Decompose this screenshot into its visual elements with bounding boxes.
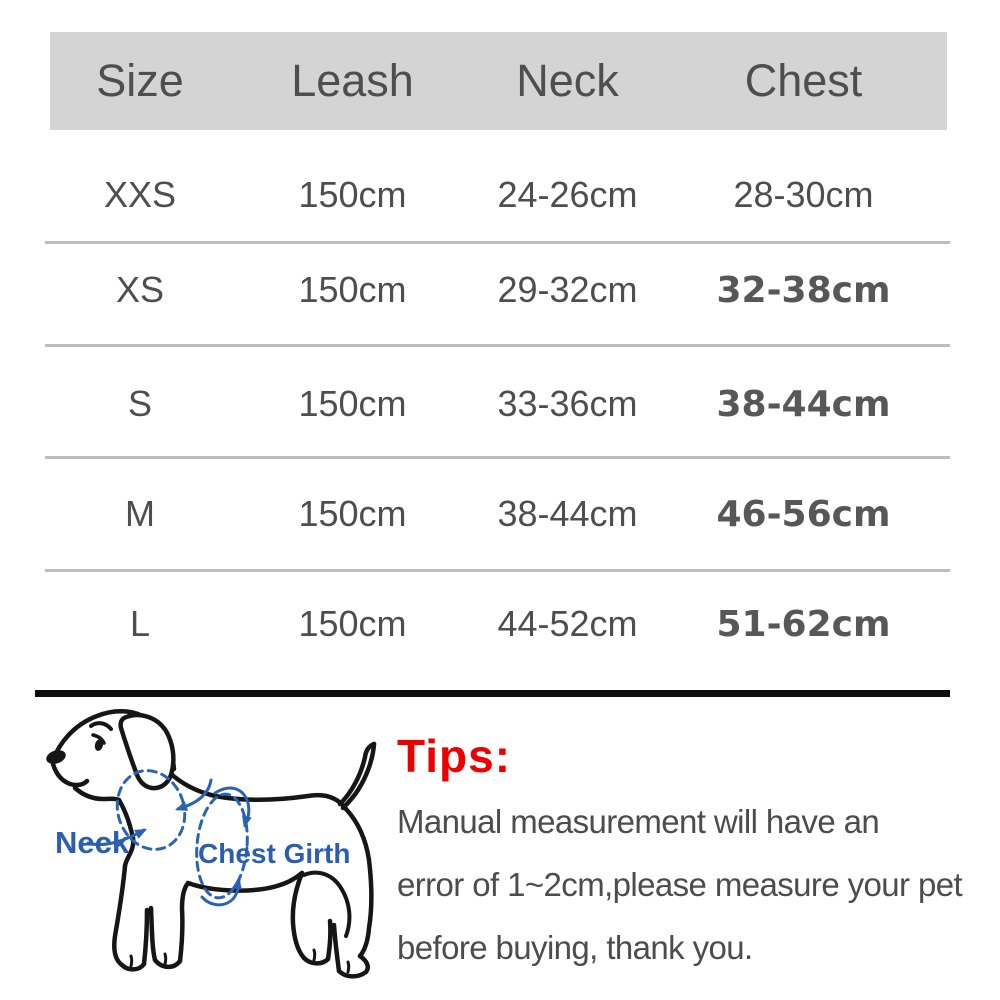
dog-nose	[44, 748, 67, 767]
table-row	[50, 369, 947, 439]
table-row	[50, 255, 947, 325]
column-header-leash: Leash	[291, 55, 414, 106]
column-header-chest: Chest	[744, 55, 863, 106]
cell-leash: 150cm	[298, 603, 407, 644]
row-divider	[45, 241, 950, 244]
cell-chest: 51-62cm	[716, 603, 891, 645]
cell-neck: 38-44cm	[497, 493, 638, 534]
tips-line: before buying, thank you.	[397, 929, 753, 966]
cell-chest: 28-30cm	[733, 174, 874, 215]
cell-neck: 44-52cm	[497, 603, 638, 644]
neck-label: Neck	[55, 825, 130, 860]
cell-leash: 150cm	[298, 269, 407, 310]
cell-leash: 150cm	[298, 174, 407, 215]
table-header-row	[50, 32, 947, 130]
cell-size: XS	[115, 269, 165, 310]
section-divider-line	[35, 690, 950, 697]
column-header-size: Size	[96, 55, 184, 106]
chest-girth-label: Chest Girth	[198, 838, 351, 869]
arrowhead-icon	[175, 801, 188, 811]
cell-leash: 150cm	[298, 383, 407, 424]
cell-neck: 33-36cm	[497, 383, 638, 424]
table-row	[50, 160, 947, 230]
cell-neck: 24-26cm	[497, 174, 638, 215]
cell-size: XXS	[103, 174, 177, 215]
row-divider	[45, 569, 950, 572]
dog-measurement-diagram	[25, 698, 397, 995]
row-divider	[45, 456, 950, 459]
cell-size: S	[127, 383, 152, 424]
tips-line: error of 1~2cm,please measure your pet	[397, 866, 963, 903]
cell-size: M	[125, 493, 155, 534]
column-header-neck: Neck	[516, 55, 619, 106]
cell-leash: 150cm	[298, 493, 407, 534]
cell-chest: 38-44cm	[716, 383, 891, 425]
cell-chest: 32-38cm	[716, 269, 891, 311]
tips-section	[397, 726, 997, 979]
tips-heading: Tips:	[397, 730, 512, 782]
table-row	[50, 589, 947, 659]
cell-chest: 46-56cm	[716, 493, 891, 535]
cell-size: L	[129, 603, 151, 644]
cell-neck: 29-32cm	[497, 269, 638, 310]
tips-line: Manual measurement will have an	[397, 803, 880, 840]
tips-body	[397, 790, 997, 979]
table-row	[50, 479, 947, 549]
row-divider	[45, 344, 950, 347]
